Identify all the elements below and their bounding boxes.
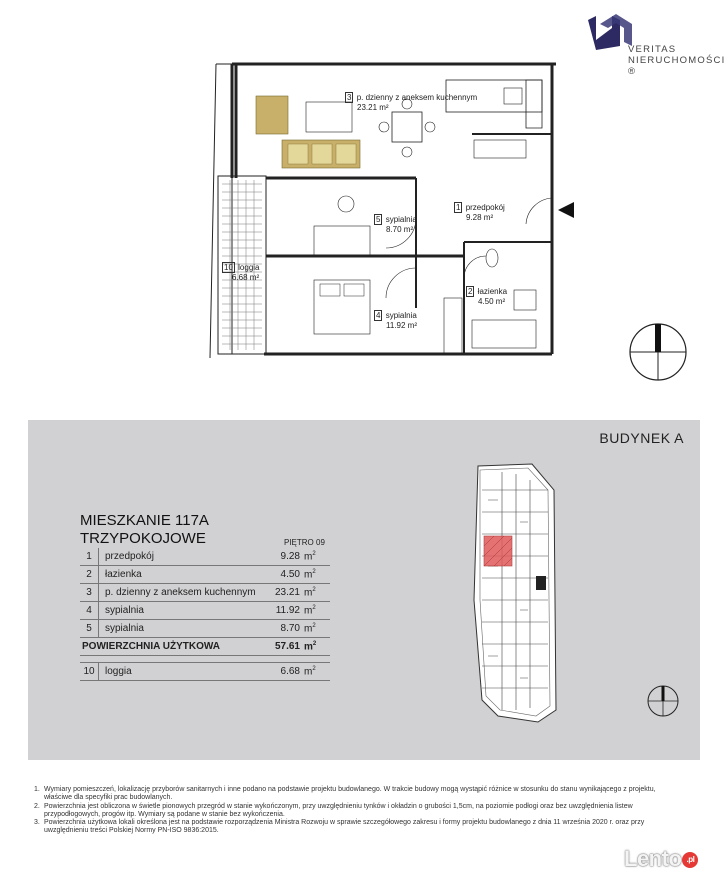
footnote [34, 803, 674, 820]
area-row [80, 602, 330, 620]
unit-text: m [304, 551, 313, 563]
floor-plan [196, 58, 566, 368]
floor-label: PIĘTRO 09 [284, 538, 325, 547]
row-number: 3 [80, 584, 99, 602]
room-name: sypialnia [385, 311, 417, 320]
room-name: przedpokój [99, 548, 261, 566]
area-unit [300, 620, 330, 638]
room-name: przedpokój [465, 203, 505, 212]
row-number: 4 [80, 602, 99, 620]
logo-reg: ® [628, 66, 637, 77]
lento-watermark [624, 846, 698, 872]
unit-text: m [304, 605, 313, 617]
area-unit [300, 584, 330, 602]
room-label-bedroom-4 [374, 310, 417, 330]
footnote-text: Wymiary pomieszczeń, lokalizację przyborów sanitarnych i inne podano na podstawie projektu budowlanego. W trakcie budowy mogą wystąpić różnice w stosunku do stanu wynikającego z projektu, właściwe dla specyfiki prac budowlanych. [44, 786, 656, 802]
room-number: 1 [456, 203, 461, 212]
row-number: 2 [80, 566, 99, 584]
area-unit [300, 638, 330, 656]
room-area: 6.68 m² [232, 273, 260, 282]
row-number: 1 [80, 548, 99, 566]
area-row [80, 663, 330, 681]
area-value: 8.70 [260, 620, 300, 638]
unit-text: m [304, 666, 313, 678]
room-area: 23.21 m² [357, 103, 389, 112]
building-site-plan [468, 460, 568, 750]
unit-superscript: 2 [312, 665, 316, 672]
room-name: sypialnia [99, 620, 261, 638]
footnote [34, 819, 674, 836]
room-area: 9.28 m² [466, 213, 494, 222]
room-label-living [345, 92, 477, 112]
room-name: sypialnia [99, 602, 261, 620]
footnote-number: 1. [34, 786, 40, 793]
apartment-type: TRZYPOKOJOWE [80, 530, 206, 547]
room-label-loggia [222, 262, 260, 282]
unit-superscript: 2 [312, 586, 316, 593]
apartment-title [80, 512, 209, 548]
row-number: 10 [80, 663, 99, 681]
unit-text: m [304, 587, 313, 599]
area-value: 23.21 [260, 584, 300, 602]
unit-superscript: 2 [312, 640, 317, 647]
room-name: łazienka [99, 566, 261, 584]
total-row [80, 638, 330, 656]
total-label: POWIERZCHNIA UŻYTKOWA [80, 638, 260, 656]
area-unit [300, 548, 330, 566]
area-row [80, 566, 330, 584]
room-number: 3 [347, 93, 352, 102]
area-unit [300, 602, 330, 620]
room-number: 5 [376, 215, 381, 224]
area-row [80, 584, 330, 602]
entrance-arrow-icon [558, 202, 574, 218]
unit-superscript: 2 [312, 604, 316, 611]
room-number: 2 [468, 287, 473, 296]
table-gap [80, 656, 330, 663]
room-area: 4.50 m² [478, 297, 506, 306]
unit-text: m [304, 623, 313, 635]
area-row [80, 620, 330, 638]
room-name: loggia [99, 663, 261, 681]
unit-text: m [304, 641, 313, 653]
room-label-bathroom [466, 286, 507, 306]
unit-text: m [304, 569, 313, 581]
total-value: 57.61 [260, 638, 300, 656]
logo-line2: NIERUCHOMOŚCI [628, 55, 726, 66]
footnote-number: 2. [34, 802, 40, 810]
room-area: 11.92 m² [386, 321, 417, 330]
area-unit [300, 663, 330, 681]
room-label-hall [454, 202, 505, 222]
watermark-text: Lento [624, 846, 682, 871]
area-row [80, 548, 330, 566]
room-name: loggia [238, 263, 260, 272]
footnote-text: Powierzchnia jest obliczona w świetle pionowych przegród w stanie wykończonym, przy uwzględnieniu tynków i okładzin o grubości 1,5cm, na poziomie podłogi oraz bez uwzględnienia listew przypodłogowych, progów itp. Wymiary są podane w stanie bez wykończenia. [44, 802, 633, 818]
area-value: 6.68 [260, 663, 300, 681]
apartment-name: MIESZKANIE 117A [80, 512, 209, 529]
info-panel [28, 420, 700, 760]
area-unit [300, 566, 330, 584]
unit-superscript: 2 [312, 550, 316, 557]
unit-superscript: 2 [312, 622, 316, 629]
area-table [80, 548, 330, 681]
room-label-bedroom-5 [374, 214, 417, 234]
logo-line1: VERITAS [628, 44, 677, 55]
room-name: p. dzienny z aneksem kuchennym [356, 93, 478, 102]
room-name: sypialnia [385, 215, 417, 224]
footnote-text: Powierzchnia użytkowa lokali określona jest na podstawie rozporządzenia Ministra Rozwoju w sprawie szczegółowego zakresu i formy projektu budowlanego z dnia 11 września 2020 r. oraz przy uwzględnieniu treści Polskiej Normy PN-ISO 9836:2015. [44, 819, 645, 835]
watermark-suffix: .pl [682, 852, 698, 868]
room-number: 4 [376, 311, 381, 320]
room-name: p. dzienny z aneksem kuchennym [99, 584, 261, 602]
compass-icon [628, 322, 688, 382]
room-area: 8.70 m² [386, 225, 414, 234]
building-title: BUDYNEK A [599, 430, 684, 446]
room-number: 10 [224, 263, 233, 272]
unit-superscript: 2 [312, 568, 316, 575]
footnotes [34, 786, 674, 836]
area-value: 9.28 [260, 548, 300, 566]
area-value: 4.50 [260, 566, 300, 584]
room-name: łazienka [477, 287, 508, 296]
logo-text [628, 44, 727, 77]
row-number: 5 [80, 620, 99, 638]
footnote-number: 3. [34, 819, 40, 827]
footnote [34, 786, 674, 803]
compass-icon [646, 684, 680, 718]
area-value: 11.92 [260, 602, 300, 620]
